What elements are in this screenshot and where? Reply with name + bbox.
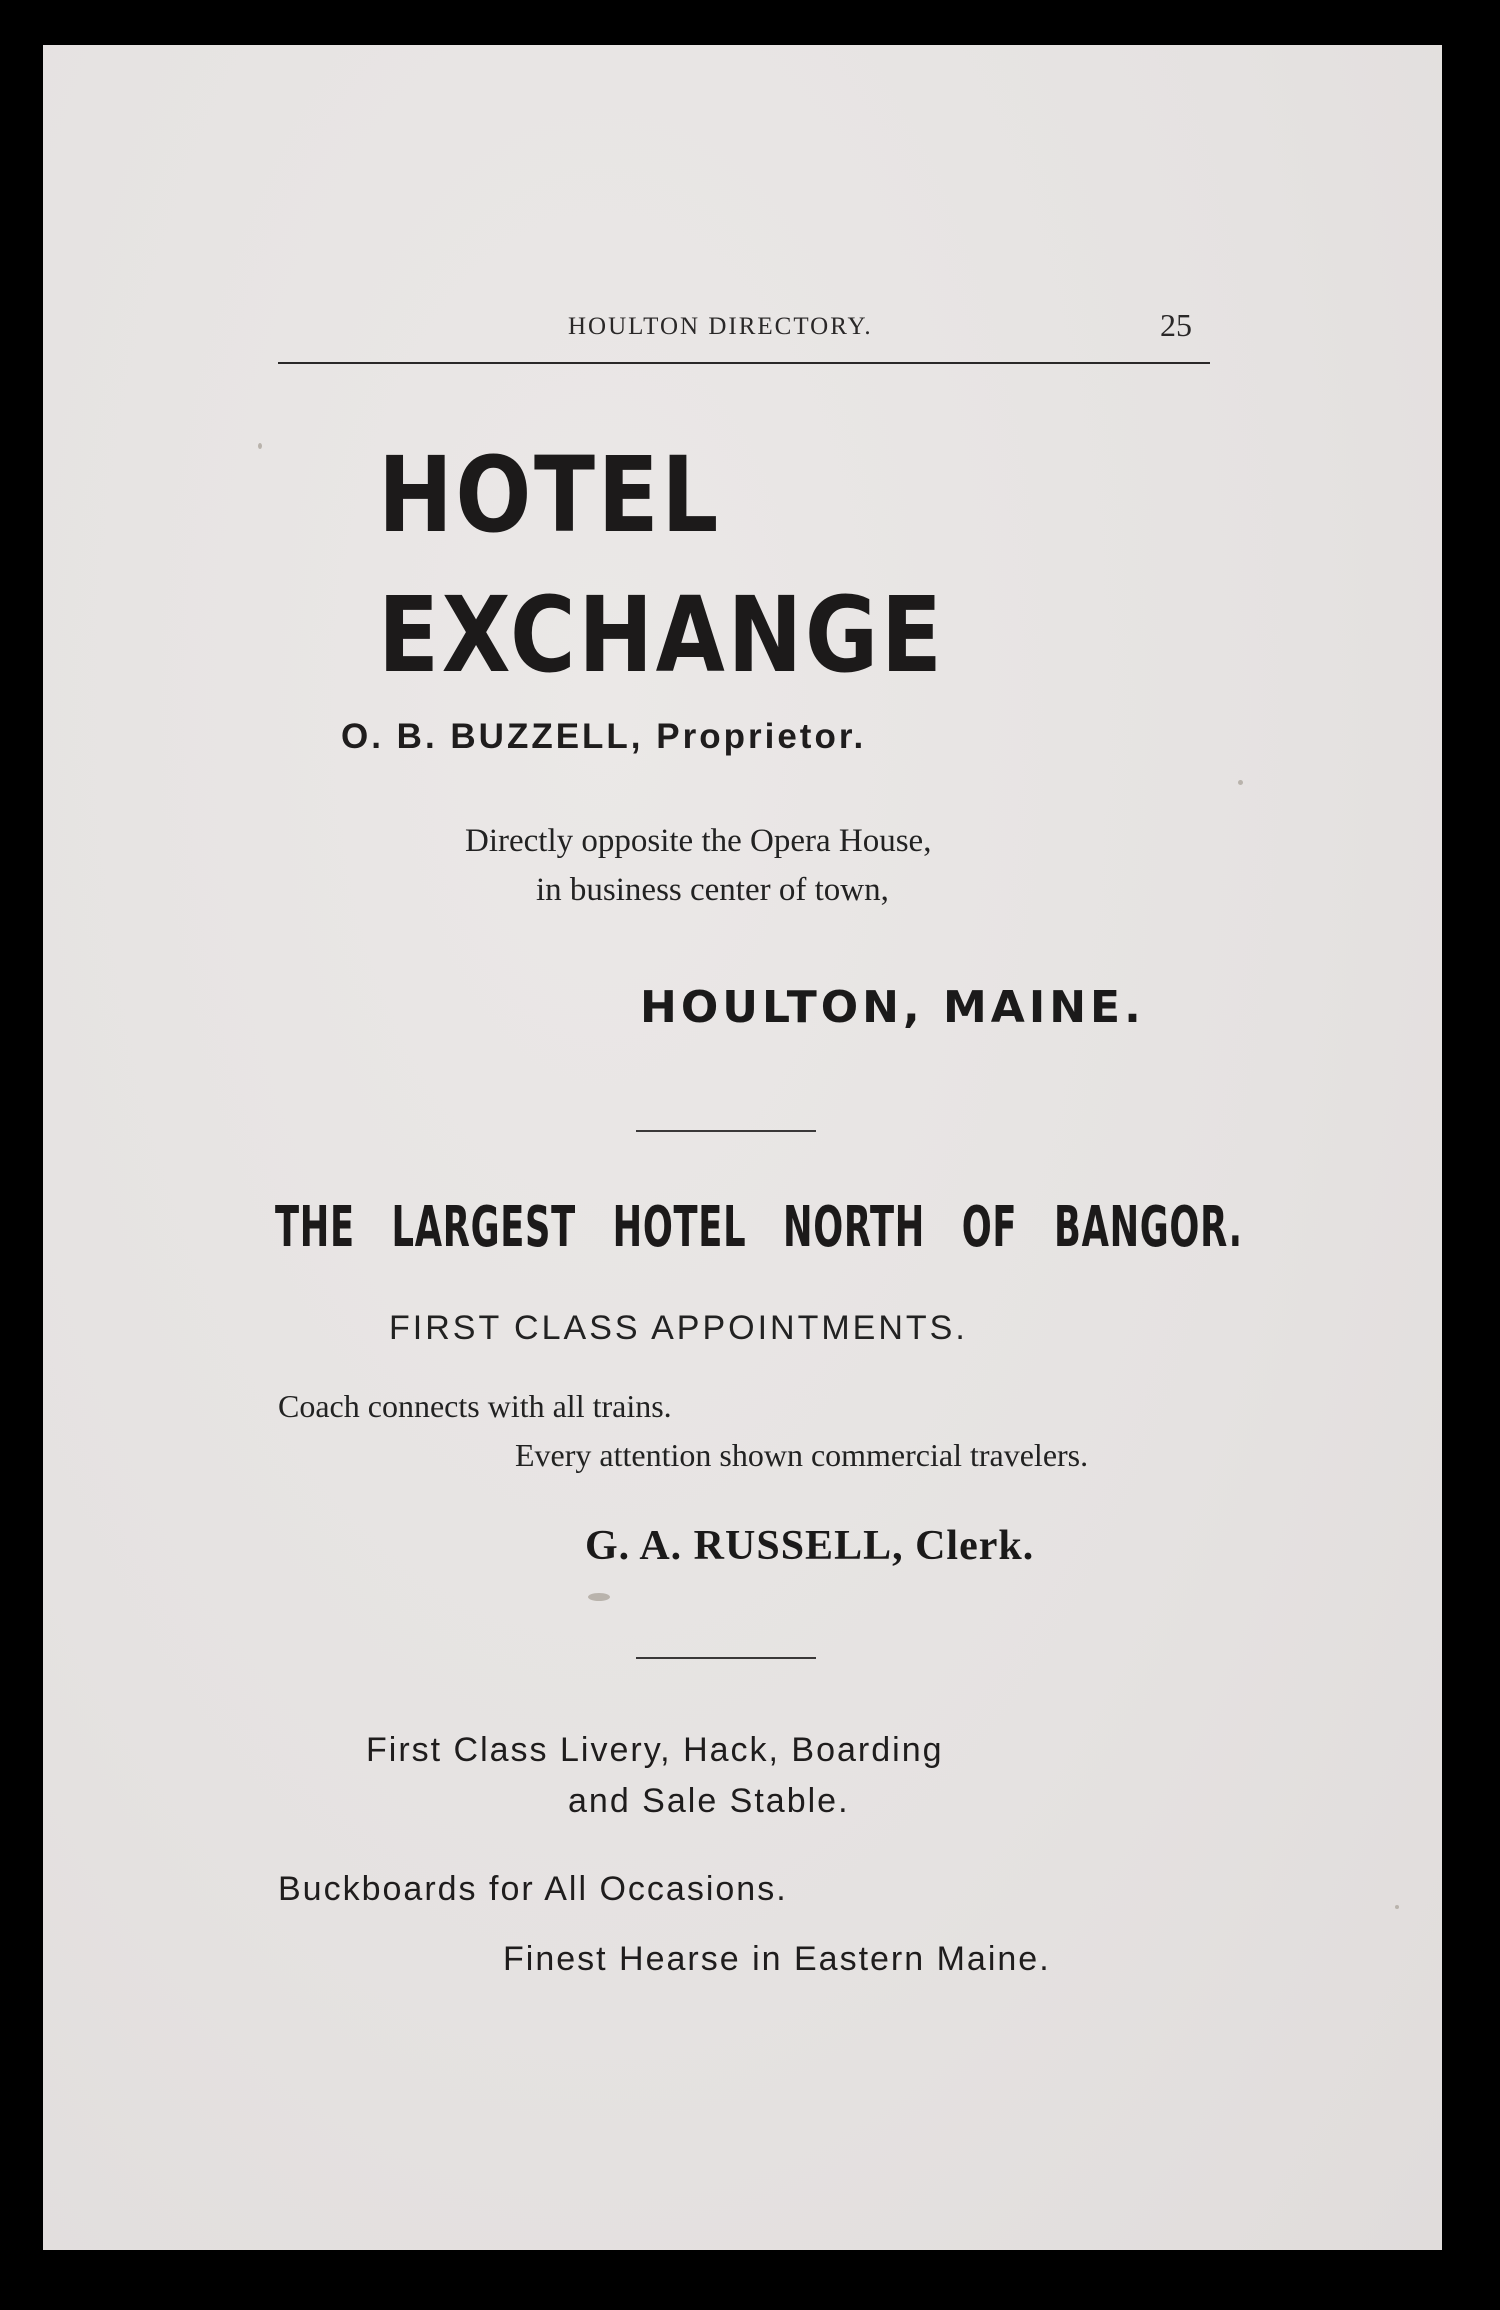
hotel-title-line-1: HOTEL <box>378 434 721 556</box>
location-line-1: Directly opposite the Opera House, <box>465 823 932 859</box>
proprietor-line: O. B. BUZZELL, Proprietor. <box>341 717 867 756</box>
livery-line-2: and Sale Stable. <box>568 1782 850 1820</box>
clerk-line: G. A. RUSSELL, Clerk. <box>585 1523 1035 1569</box>
paper-speck <box>588 1593 610 1601</box>
hotel-title <box>378 425 945 705</box>
section-divider <box>636 1657 816 1659</box>
city-line: HOULTON, MAINE. <box>640 982 1145 1033</box>
appointments-line: FIRST CLASS APPOINTMENTS. <box>389 1309 968 1347</box>
slogan-line: THE LARGEST HOTEL NORTH OF BANGOR. <box>275 1195 1243 1260</box>
coach-line: Coach connects with all trains. <box>278 1388 672 1424</box>
section-divider <box>636 1130 816 1132</box>
page-number: 25 <box>1160 307 1192 343</box>
hotel-title-line-2: EXCHANGE <box>378 574 945 696</box>
paper-speck <box>1395 1905 1399 1909</box>
hearse-line: Finest Hearse in Eastern Maine. <box>503 1940 1051 1978</box>
header-rule <box>278 362 1210 364</box>
running-head: HOULTON DIRECTORY. <box>568 313 873 340</box>
paper-speck <box>258 443 262 449</box>
attention-line: Every attention shown commercial travelers. <box>515 1437 1089 1473</box>
directory-page <box>43 45 1442 2250</box>
livery-line-1: First Class Livery, Hack, Boarding <box>366 1731 944 1769</box>
location-line-2: in business center of town, <box>536 872 889 908</box>
buckboards-line: Buckboards for All Occasions. <box>278 1870 788 1908</box>
paper-speck <box>1238 780 1243 785</box>
